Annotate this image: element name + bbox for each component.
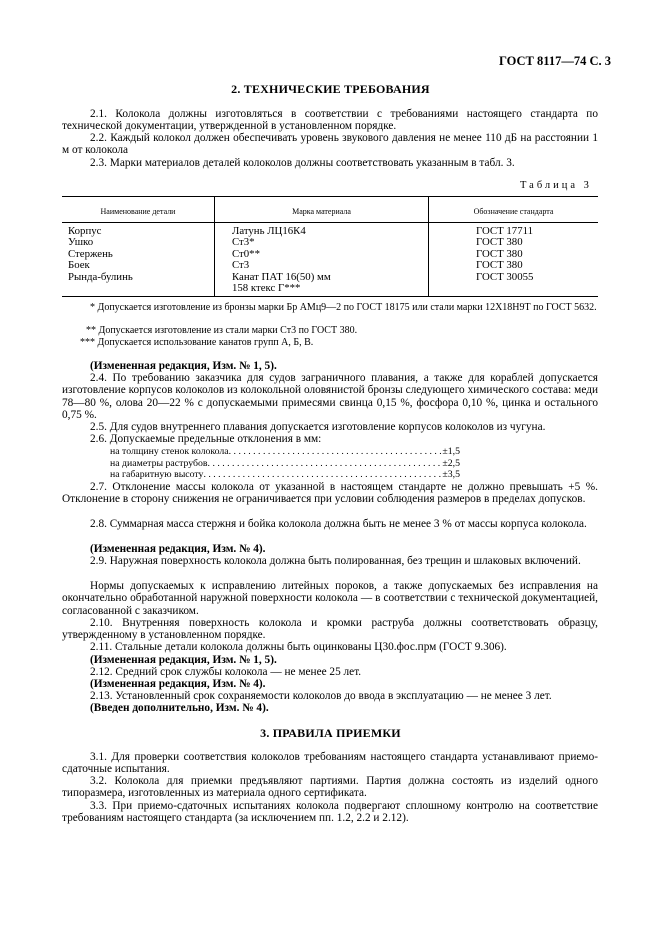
amendment-note: (Измененная редакция, Изм. № 4). — [90, 543, 266, 555]
table-cell: Ушко — [68, 236, 94, 249]
tolerance-list — [110, 446, 460, 481]
leader-dots — [229, 446, 443, 458]
amendment-note: (Измененная редакция, Изм. № 1, 5). — [90, 654, 277, 666]
tolerance-row — [110, 458, 460, 470]
table-cell: Рында-булинь — [68, 270, 133, 283]
table-header-material: Марка материала — [292, 207, 351, 216]
table-cell: ГОСТ 380 — [476, 259, 523, 272]
paragraph-3-3: 3.3. При приемо-сдаточных испытаниях колокола подвергают сплошному контролю на соответствие требованиям настоящего стандарта (за исключением пп. 1.2, 2.2 и 2.12). — [62, 800, 598, 825]
paragraph-2-12: 2.12. Средний срок службы колокола — не менее 25 лет. — [90, 666, 362, 678]
table-column-names — [68, 226, 133, 283]
table-cell: Корпус — [68, 225, 102, 237]
paragraph-2-10: 2.10. Внутренняя поверхность колокола и кромки раструба должны соответствовать образцу, утвержденному в установленном порядке. — [62, 617, 598, 642]
table-cell: ГОСТ 380 — [476, 247, 523, 260]
leader-dots — [208, 458, 443, 470]
table-header-standard: Обозначение стандарта — [473, 207, 554, 216]
table-cell: ГОСТ 30055 — [476, 270, 534, 283]
tolerance-row — [110, 469, 460, 481]
section-3-title: 3. ПРАВИЛА ПРИЕМКИ — [260, 726, 401, 740]
table-cell: Боек — [68, 259, 90, 272]
section-2-title: 2. ТЕХНИЧЕСКИЕ ТРЕБОВАНИЯ — [231, 82, 430, 96]
table-header-rule — [62, 222, 598, 223]
paragraph-2-8: 2.8. Суммарная масса стержня и бойка колокола должна быть не менее 3 % от массы корпуса колокола. — [90, 518, 587, 530]
table-column-materials — [232, 226, 331, 294]
amendment-note: (Измененная редакция, Изм. № 1, 5). — [90, 360, 277, 372]
tolerance-value: ±2,5 — [442, 457, 460, 469]
table-cell: ГОСТ 380 — [476, 236, 523, 249]
paragraph-3-2: 3.2. Колокола для приемки предъявляют партиями. Партия должна состоять из изделий одного типоразмера, изготовленных из материала одного сертификата. — [62, 775, 598, 800]
footnote-2: ** Допускается изготовление из стали марки Ст3 по ГОСТ 380. — [86, 325, 358, 336]
table-cell: Ст3* — [232, 236, 255, 249]
paragraph-2-4: 2.4. По требованию заказчика для судов заграничного плавания, а также для кораблей допускается изготовление корпусов колоколов из колокольной оловянистой бронзы следующего химического состава: меди 78—80 %, олова 20—22 % с допускаемыми примесями свинца 0,15 %, фосфора 0,10 %, цинка и остального 0,75 %. — [62, 372, 598, 421]
amendment-note: (Введен дополнительно, Изм. № 4). — [90, 702, 269, 714]
amendment-note: (Измененная редакция, Изм. № 4). — [90, 678, 266, 690]
footnote-1: * Допускается изготовление из бронзы марки Бр АМц9—2 по ГОСТ 18175 или стали марки 12Х18Н9Т по ГОСТ 5632. — [90, 302, 597, 313]
paragraph-2-13: 2.13. Установленный срок сохраняемости колоколов до ввода в эксплуатацию — не менее 3 лет. — [90, 690, 552, 702]
table-cell: ГОСТ 17711 — [476, 225, 533, 237]
paragraph-2-3: 2.3. Марки материалов деталей колоколов должны соответствовать указанным в табл. 3. — [90, 157, 515, 169]
table-cell: Ст0** — [232, 247, 260, 260]
table-cell: Стержень — [68, 247, 113, 260]
table-bottom-rule — [62, 296, 598, 297]
table-caption: Таблица 3 — [520, 180, 592, 191]
tolerance-label: на диаметры раструбов — [110, 457, 208, 469]
paragraph-2-6: 2.6. Допускаемые предельные отклонения в мм: — [90, 433, 322, 445]
table-top-rule — [62, 196, 598, 197]
table-header-part-name: Наименование детали — [100, 207, 176, 216]
table-cell: Латунь ЛЦ16К4 — [232, 225, 306, 237]
tolerance-value: ±3,5 — [442, 469, 460, 480]
paragraph-2-9: 2.9. Наружная поверхность колокола должна быть полированная, без трещин и шлаковых включений. — [90, 555, 581, 567]
page-header: ГОСТ 8117—74 С. 3 — [499, 54, 611, 68]
paragraph-2-5: 2.5. Для судов внутреннего плавания допускается изготовление корпусов колоколов из чугуна. — [90, 421, 546, 433]
leader-dots — [203, 469, 442, 481]
paragraph-3-1: 3.1. Для проверки соответствия колоколов требованиям настоящего стандарта устанавливают приемо-сдаточные испытания. — [62, 751, 598, 776]
paragraph-2-1: 2.1. Колокола должны изготовляться в соответствии с требованиями настоящего стандарта по технической документации, утвержденной в установленном порядке. — [62, 108, 598, 133]
table-column-standards — [476, 226, 533, 283]
paragraph-2-7: 2.7. Отклонение массы колокола от указанной в настоящем стандарте не должно превышать +5 %. Отклонение в сторону снижения не ограничивается при условии соблюдения размеров в пределах допусков. — [62, 481, 598, 506]
paragraph-norms: Нормы допускаемых к исправлению литейных пороков, а также допускаемых без исправления на окончательно обработанной наружной поверхности колокола — в соответствии с технической документацией, согласованной с заказчиком. — [62, 580, 598, 617]
tolerance-row — [110, 446, 460, 458]
tolerance-value: ±1,5 — [442, 446, 460, 457]
tolerance-label: на габаритную высоту — [110, 469, 204, 480]
paragraph-2-11: 2.11. Стальные детали колокола должны быть оцинкованы Ц30.фос.прм (ГОСТ 9.306). — [90, 641, 507, 653]
tolerance-label: на толщину стенок колокола — [110, 446, 229, 457]
table-cell: 158 ктекс Г*** — [232, 282, 301, 295]
footnote-3: *** Допускается использование канатов групп А, Б, В. — [80, 337, 314, 348]
table-cell: Ст3 — [232, 259, 250, 272]
paragraph-2-2: 2.2. Каждый колокол должен обеспечивать уровень звукового давления не менее 110 дБ на расстоянии 1 м от колокола — [62, 132, 598, 157]
table-cell: Канат ПАТ 16(50) мм — [232, 270, 331, 283]
